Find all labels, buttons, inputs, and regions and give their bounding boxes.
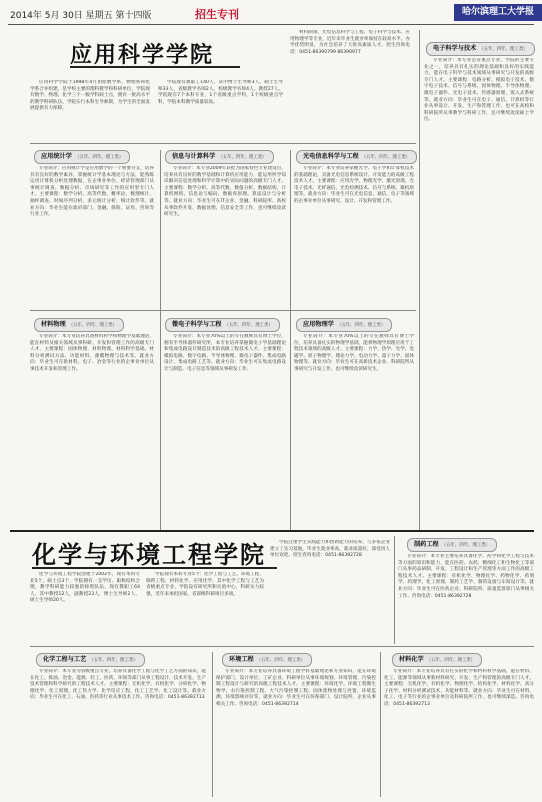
major-tag: 应用统计学 （五年、四年、理工类） [34, 150, 130, 164]
college1-title: 应用科学学院 [70, 38, 240, 68]
major-tag: 环境工程 （五年、四年、理工类） [222, 653, 312, 667]
major-tag: 微电子科学与工程 （五年、四年、理工类） [165, 318, 280, 332]
divider [30, 646, 534, 647]
issue-date: 2014年 5月 30日 星期五 第十四版 [10, 11, 152, 21]
major-description: 专业简介：本专业主要培养具备化学、药学和化学工程与技术等方面的知识和能力，能在医药、农药、精细化工和生物化工等部门从事药品研制、开发、工程设计和生产管理等方面工作的高级工程技术人才。主要课程：有机化学、物理化学、药物化学、药剂学、药理学、化工原理、制药工艺学、制药设备与车间设计等。就业方向：毕业生可在医药企业、科研院所、质量监督部门从事相关工作。咨询电话：0451-86392728 [398, 554, 534, 599]
divider [30, 310, 416, 311]
column-rule [290, 150, 291, 530]
major-description: 专业简介：本专业70%以上的专任教师具有博士学位，培养具备扎实的物理学基础，能将物理学原理应用于工程技术领域的高级人才。主要课程：力学、热学、光学、电磁学、原子物理学、理论力学、电动力学、量子力学、固体物理等。就业方向：毕业生可在高新技术企业、科研院所从事研究与开发工作，也可继续攻读研究生。 [294, 334, 414, 372]
major-description: 专业简介：本专业培养具备环境工程学科基础理论和专业知识，能在环境保护部门、设计单位、工矿企业、科研单位从事环境规划、环境管理、污染控制工程设计与研究的高级工程技术人才。主要课程：环境化学、环境工程微生物学、水污染控制工程、大气污染控制工程、固体废物处理与处置、环境监测、环境影响评价等。就业方向：毕业生可在环保部门、设计院所、企业从事相关工作。咨询电话：0451-86392714 [216, 669, 376, 707]
major-tag: 材料化学 （五年、四年、理工类） [392, 653, 482, 667]
section-divider [10, 530, 534, 532]
header-rule [8, 24, 534, 25]
major-description: 专业简介：本专业2009年获批为国家特色专业建设点，培养具有良好的数学基础和计算机应用能力，能运用所学知识解决信息处理和科学计算中的实际问题的高级专门人才。主要课程：数学分析、高等代数、数值分析、数据结构、计算机网络、信息论与编码、数据库原理、算法设计与分析等。就业方向：毕业生可在IT企业、金融、科研院所、高校从事软件开发、数据处理、信息安全等工作，也可继续攻读研究生。 [164, 166, 286, 218]
major-description: 专业简介：本专业培养掌握光学、电子学和计算机技术的基础理论，具备光电信息系统设计、开发能力的高级工程技术人才。主要课程：应用光学、物理光学、激光原理、光电子技术、光纤通信、光电检测技术、信号与系统、微机原理等。就业方向：毕业生可在光电信息、通信、电子等领域的企事业单位从事研究、设计、开发和管理工作。 [294, 166, 414, 204]
major-tag: 制药工程 （五年、四年、理工类） [407, 538, 497, 552]
college2-intro-right: 学院注重学生实践能力和创新能力的培养，与多家企业建立了实习基地，毕业生就业率高，就业质量好，深受用人单位欢迎。招生咨询电话：0451-86392728 [270, 540, 390, 559]
major-tag: 信息与计算科学 （五年、四年、理工类） [165, 150, 274, 164]
college2-intro-left: 化学与环境工程学院创建于2002年，现有本科专业5个，硕士点3个，学院拥有一支学历、职称结构合理，教学科研能力较强的师资队伍，现有教职工64人，其中教授12人，副教授23人，博士生导师2人，硕士生导师20人。 [30, 572, 140, 604]
major-description: 专业简介：本专业培养具有扎实的化学和材料科学基础，能在材料、化工、能源等领域从事新材料研究、开发、生产和管理的高级专门人才。主要课程：无机化学、有机化学、物理化学、结构化学、材料化学、高分子化学、材料分析测试技术、功能材料等。就业方向：毕业生可在材料、化工、电子等行业的企事业单位及科研院所工作，也可继续深造。咨询电话：0451-86392713 [384, 669, 534, 707]
college2-title: 化学与环境工程学院 [32, 535, 277, 569]
college1-intro-left: 应用科学学院于1998年4月由原数学系、物理系和化学系合并组建，是学校主要的理科教学和科研单位，学院现有数学、物理、化学三个一级学科硕士点，拥有一批高水平的教学科研队伍，学院实行本科生导师制，为学生的全面发展提供有力保障。 [30, 80, 150, 112]
column-rule [212, 652, 213, 797]
major-tag: 电子科学与技术 （五年、四年、理工类） [426, 42, 535, 56]
major-description: 专业简介：本专业为省级重点专业，培养具备化学工程与化学工艺方面的知识，能在化工、炼油、冶金、能源、轻工、医药、环保等部门从事工程设计、技术开发、生产技术管理和科学研究的工程技术人才。主要课程：无机化学、有机化学、分析化学、物理化学、化工原理、化工热力学、化学反应工程、化工工艺学、化工设计等。就业方向：毕业生可在化工、石油、医药等行业从事技术工作。咨询电话：0451-86392713 [30, 669, 206, 701]
column-rule [419, 30, 420, 530]
major-tag: 化学工程与工艺 （五年、四年、理工类） [36, 653, 145, 667]
major-tag: 材料物理 （五年、四年、理工类） [34, 318, 124, 332]
major-description: 专业简介：本专业70%以上的专任教师具有博士学位，拥有半导体器件研究所，本专业培养掌握微电子学基础理论和集成电路设计制造技术的高级工程技术人才。主要课程：模拟电路、数字电路、半导体物理、微电子器件、集成电路设计、集成电路工艺等。就业方向：毕业生可在集成电路设计与制造、电子信息等领域从事研发工作。 [164, 334, 286, 372]
page-header [0, 0, 542, 26]
college1-intro-right: 材料制备、光电信息科学与工程、电子科学与技术、应用物理学等专业，近年来毕业生就业率保持在较高水平。办学优势明显，为社会培养了大批高素质人才。招生咨询电话：0451-86390799 86390977 [290, 30, 410, 55]
major-description: 专业简介：本专业是省重点专业，学院的主要专业之一，培养具有扎实的理论基础和良好的实践能力，能在电子科学与技术领域从事研究与开发的高级专门人才。主要课程：电路分析、模拟电子技术、数字电子技术、信号与系统、固体物理、半导体物理、微电子器件、光电子技术、传感器原理、嵌入式系统等。就业方向：毕业生可在电子、通信、计算机等行业从事设计、开发、生产和管理工作，也可在高校和科研院所从事教学与科研工作，还可继续攻读硕士学位。 [424, 58, 534, 123]
divider [30, 143, 416, 144]
section-title: 招生专刊 [195, 8, 239, 21]
major-tag: 应用物理学 （五年、四年、理工类） [296, 318, 392, 332]
newspaper-name: 哈尔滨理工大学报 [454, 4, 542, 21]
column-rule [394, 536, 395, 644]
column-rule [380, 652, 381, 797]
major-description: 专业简介：应用统计学是应用数学的一个重要分支，培养具有良好的数学素养，掌握统计学基本理论与方法，能熟练运用计算机分析处理数据，在企事业单位、经济管理部门从事统计调查、数据分析、市场研究等工作的应用型专门人才。主要课程：数学分析、高等代数、概率论、数理统计、抽样调查、时间序列分析、多元统计分析、统计软件等。就业方向：毕业生能在政府部门、金融、保险、证券、咨询等行业工作。 [30, 166, 154, 218]
college1-intro-mid: 学院现有教职工140人，其中博士生导师3人，硕士生导师33人，省级教学名师2人，校级教学名师4人，教授27人。学院现有7个本科专业，1个省级重点学科，1个校级重点学科，学院本科教学质量较高。 [158, 80, 283, 105]
column-rule [160, 150, 161, 530]
major-tag: 光电信息科学与工程 （五年、四年、理工类） [296, 150, 417, 164]
college2-intro-mid: 学院现有本科专业5个：化学工程与工艺、环境工程、制药工程、材料化学、应用化学，其中化学工程与工艺为省级重点专业，学院设有研究所和实验中心，科研实力较强，近年来承担国家、省部级科研项目多项。 [146, 572, 264, 597]
major-description: 专业简介：本专业培养具备材料科学和物理学基础理论，能在材料及相关领域从事科研、开发和管理工作的高级专门人才。主要课程：固体物理、材料物理、材料科学基础、材料分析测试方法、功能材料、薄膜物理与技术等。就业方向：毕业生可在新材料、电子、冶金等行业的企事业单位从事技术开发和管理工作。 [30, 334, 154, 372]
